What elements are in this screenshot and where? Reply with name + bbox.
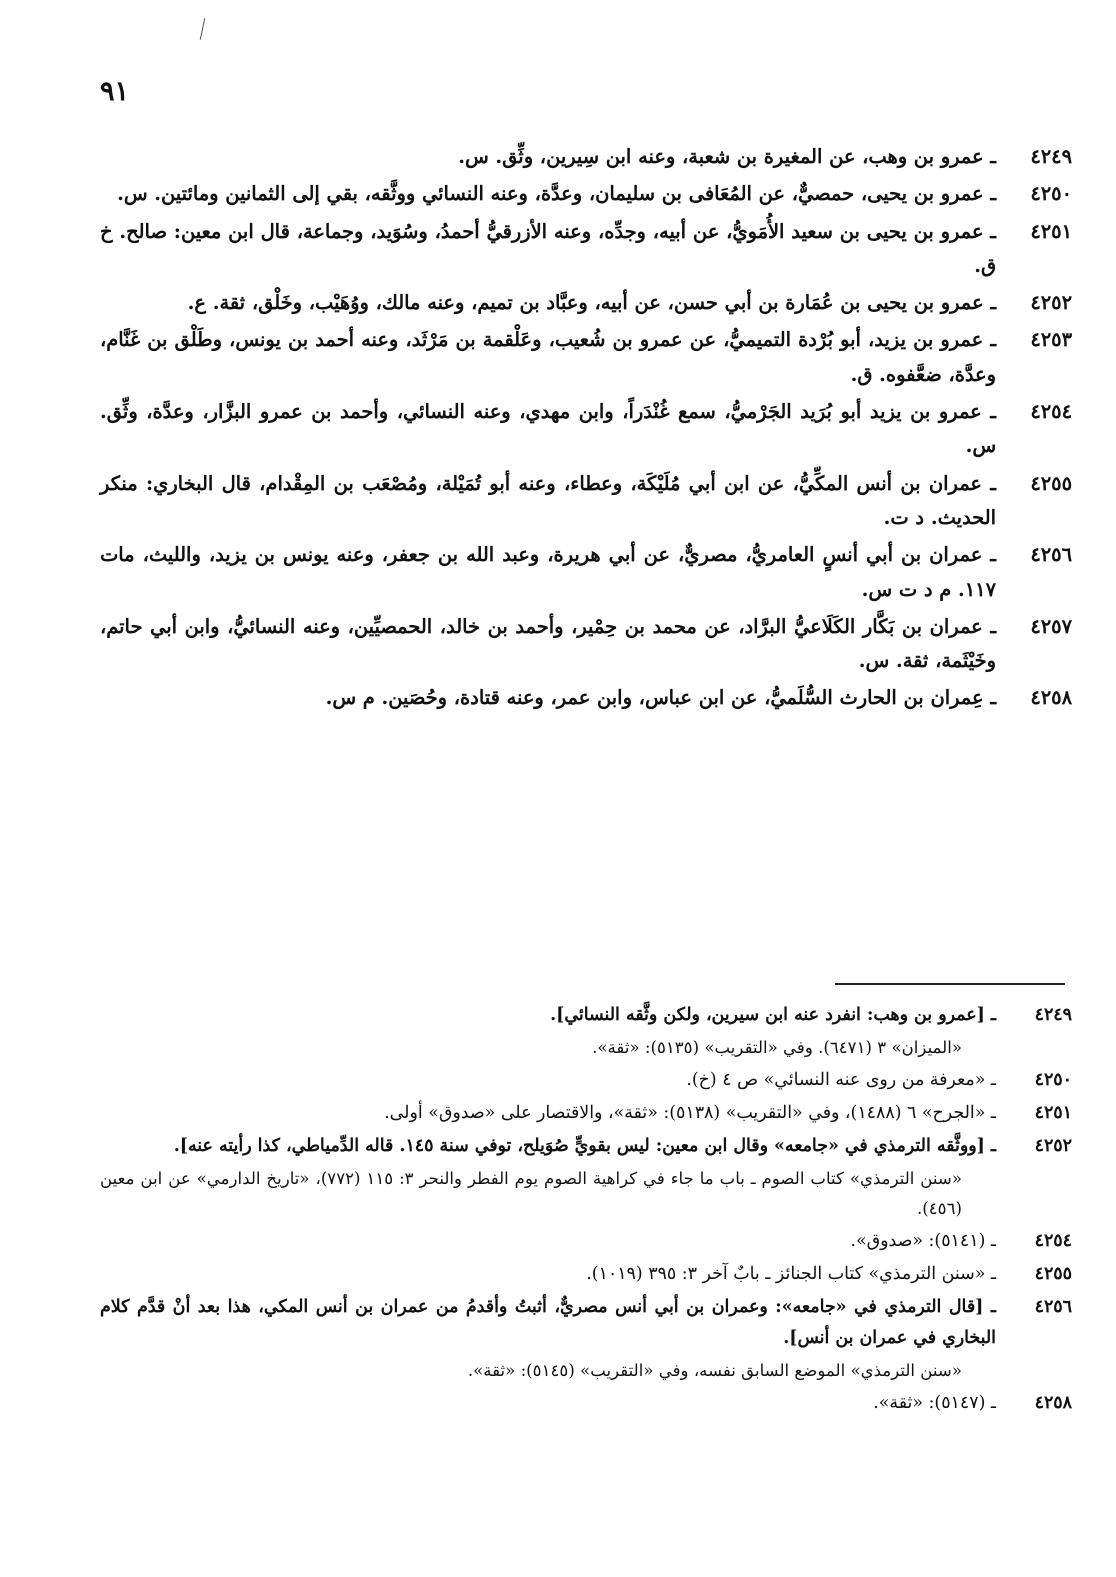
footnote: [100, 1292, 1072, 1354]
footnote-text: ـ [عمرو بن وهب: انفرد عنه ابن سيرين، ولكن وثَّقه النسائي].: [550, 1005, 996, 1025]
pen-mark: [200, 18, 206, 40]
biography-entries: [100, 140, 1072, 719]
footnote: [100, 1226, 1072, 1257]
entry: [100, 140, 1072, 174]
entry-text: ـ عمرو بن يحيى بن عُمَارة بن أبي حسن، عن أبيه، وعبَّاد بن تميم، وعنه مالك، ووُهَيْب، وخَلْق، ثقة. ع.: [187, 291, 996, 315]
entry-number: ٤٢٥٦: [1030, 543, 1072, 567]
footnote-number: ٤٢٥٠: [1034, 1070, 1072, 1090]
entry-number: ٤٢٥٢: [1030, 291, 1072, 315]
entry-number: ٤٢٥٨: [1030, 686, 1072, 710]
footnote-text: ـ [ووثَّقه الترمذي في «جامعه» وقال ابن معين: ليس بقويٍّ صُوَيلح، توفي سنة ١٤٥. قاله الدِّمياطي، كذا رأيته عنه].: [173, 1136, 996, 1156]
entry: [100, 177, 1072, 211]
entry-number: ٤٢٥٠: [1030, 182, 1072, 206]
footnote-number: ٤٢٥١: [1034, 1103, 1072, 1123]
entry-text: ـ عمرو بن يحيى، حمصيٌّ، عن المُعَافى بن سليمان، وعدَّة، وعنه النسائي ووثَّقه، بقي إلى الثمانين ومائتين. س.: [117, 182, 996, 206]
entry-text: ـ عمران بن أبي أنسٍ العامريُّ، مصريٌّ، عن أبي هريرة، وعبد الله بن جعفر، وعنه يونس بن يزيد، والليث، مات ١١٧. م د ت س.: [100, 543, 996, 601]
entry-number: ٤٢٥٣: [1030, 328, 1072, 352]
entry-text: ـ عمران بن بَكَّار الكَلَاعيُّ البرَّاد، عن محمد بن حِمْير، وأحمد بن خالد، الحمصيِّين، وعنه النسائيُّ، وابن أبي حاتم، وخَيْثَمة، ثقة. س.: [100, 614, 996, 673]
entry-number: ٤٢٥١: [1030, 219, 1072, 243]
entry: [100, 215, 1072, 284]
entry-number: ٤٢٤٩: [1030, 145, 1072, 168]
entry-number: ٤٢٥٧: [1030, 614, 1072, 638]
footnote-number: ٤٢٥٥: [1034, 1264, 1072, 1284]
footnote-reference: «الميزان» ٣ (٦٤٧١). وفي «التقريب» (٥١٣٥): «ثقة».: [592, 1038, 962, 1057]
footnote-reference: «سنن الترمذي» كتاب الصوم ـ باب ما جاء في كراهية الصوم يوم الفطر والنحر ٣: ١١٥ (٧٧٢)، «تاريخ الدارمي» عن ابن معين (٤٥٦).: [100, 1169, 962, 1218]
footnote-number: ٤٢٥٢: [1034, 1136, 1072, 1156]
entry-text: ـ عمرو بن يزيد، أبو بُرْدة التميميُّ، عن عمرو بن شُعيب، وعَلْقمة بن مَرْثَد، وعنه أحمد بن يونس، وطَلْق بن غَنَّام، وعدَّة، ضعَّفوه. ق.: [100, 328, 996, 386]
entry: [100, 538, 1072, 607]
entry-text: ـ عمرو بن وهب، عن المغيرة بن شعبة، وعنه ابن سِيرين، وثِّق. س.: [458, 145, 996, 168]
page-number: ٩١: [100, 76, 130, 107]
entry-number: ٤٢٥٥: [1030, 471, 1072, 495]
entry: [100, 395, 1072, 464]
entry-text: ـ عمرو بن يحيى بن سعيد الأُمَويُّ، عن أبيه، وجدِّه، وعنه الأزرقيُّ أحمدُ، وسُوَيد، وجماعة، قال ابن معين: صالح. خ ق.: [100, 219, 996, 277]
entry: [100, 467, 1072, 536]
entry-text: ـ عمران بن أنس المكِّيُّ، عن ابن أبي مُلَيْكَة، وعطاء، وعنه أبو تُمَيْلة، ومُصْعَب بن المِقْدام، قال البخاري: منكر الحديث. د ت.: [100, 471, 996, 529]
footnote-text: ـ (٥١٤١): «صدوق».: [850, 1231, 996, 1251]
entry-text: ـ عمرو بن يزيد أبو بُرَيد الجَرْميُّ، سمع غُنْدَراً، وابن مهدي، وعنه النسائي، وأحمد بن عمرو البزَّار، وعدَّة، وثِّق. س.: [100, 400, 996, 458]
footnotes: [100, 1000, 1072, 1421]
footnote-number: ٤٢٤٩: [1034, 1005, 1072, 1025]
footnote: [100, 1259, 1072, 1290]
footnote: [100, 1098, 1072, 1129]
footnote-text: ـ «معرفة من روى عنه النسائي» ص ٤ (خ).: [686, 1070, 996, 1090]
footnote-text: ـ [قال الترمذي في «جامعه»: وعمران بن أبي أنس مصريٌّ، أثبتُ وأقدمُ من عمران بن أنس المكي، هذا بعد أنْ قدَّم كلام البخاري في عمران بن أنس].: [100, 1297, 996, 1348]
footnote-text: ـ «سنن الترمذي» كتاب الجنائز ـ بابٌ آخر ٣: ٣٩٥ (١٠١٩).: [586, 1264, 996, 1284]
footnote-number: ٤٢٥٦: [1034, 1297, 1072, 1317]
footnote: [100, 1388, 1072, 1419]
entry: [100, 286, 1072, 320]
entry: [100, 681, 1072, 715]
footnote-number: ٤٢٥٨: [1034, 1393, 1072, 1413]
footnote: [100, 1065, 1072, 1096]
entry: [100, 610, 1072, 679]
entry-text: ـ عِمران بن الحارث السُّلَميُّ، عن ابن عباس، وابن عمر، وعنه قتادة، وحُصَين. م س.: [325, 686, 996, 710]
footnote: [100, 1131, 1072, 1162]
footnote-reference: «سنن الترمذي» الموضع السابق نفسه، وفي «التقريب» (٥١٤٥): «ثقة».: [467, 1361, 962, 1380]
footnote-divider: [835, 983, 1065, 985]
entry: [100, 323, 1072, 392]
footnote-text: ـ (٥١٤٧): «ثقة».: [873, 1393, 996, 1413]
footnote: [100, 1000, 1072, 1031]
entry-number: ٤٢٥٤: [1030, 400, 1072, 424]
footnote-number: ٤٢٥٤: [1034, 1231, 1072, 1251]
footnote-text: ـ «الجرح» ٦ (١٤٨٨)، وفي «التقريب» (٥١٣٨): «ثقة»، والاقتصار على «صدوق» أولى.: [384, 1103, 996, 1123]
